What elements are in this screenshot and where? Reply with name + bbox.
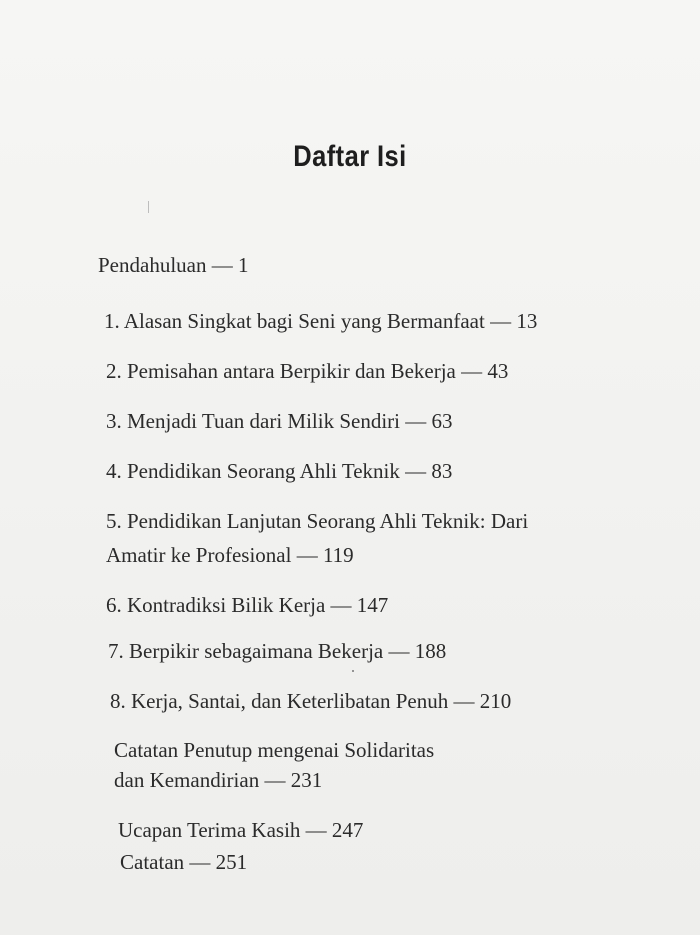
speck (352, 670, 354, 672)
toc-entry-text: 4. Pendidikan Seorang Ahli Teknik — 83 (106, 459, 453, 483)
toc-entry-catatan-penutup (114, 735, 434, 795)
toc-entry-chapter-1 (104, 306, 537, 336)
toc-entry-ucapan-terima-kasih (118, 815, 363, 845)
toc-entry-chapter-5 (106, 506, 528, 570)
toc-entry-text: Catatan — 251 (120, 850, 248, 874)
toc-entry-text-continued: dan Kemandirian — 231 (114, 768, 323, 792)
toc-entry-text: 5. Pendidikan Lanjutan Seorang Ahli Teknik: Dari (106, 509, 529, 533)
toc-entry-text: Pendahuluan — 1 (98, 253, 249, 277)
toc-entry-catatan (120, 847, 247, 877)
toc-entry-chapter-4 (106, 456, 452, 486)
toc-entry-chapter-8 (110, 686, 511, 716)
toc-entry-text: Catatan Penutup mengenai Solidaritas (114, 738, 435, 762)
toc-entry-text-continued: Amatir ke Profesional — 119 (106, 543, 354, 567)
print-mark (148, 201, 149, 213)
toc-entry-text: 6. Kontradiksi Bilik Kerja — 147 (106, 593, 389, 617)
toc-entry-text: 8. Kerja, Santai, dan Keterlibatan Penuh — 210 (110, 689, 512, 713)
toc-entry-chapter-2 (106, 356, 508, 386)
toc-entry-text: 3. Menjadi Tuan dari Milik Sendiri — 63 (106, 409, 453, 433)
toc-entry-chapter-3 (106, 406, 453, 436)
toc-entry-text: 1. Alasan Singkat bagi Seni yang Bermanfaat — 13 (104, 309, 538, 333)
toc-entry-text: 2. Pemisahan antara Berpikir dan Bekerja — 43 (106, 359, 509, 383)
toc-entry-text: Ucapan Terima Kasih — 247 (118, 818, 364, 842)
page-title: Daftar Isi (293, 140, 407, 173)
toc-entry-chapter-6 (106, 590, 388, 620)
toc-entry-text: 7. Berpikir sebagaimana Bekerja — 188 (108, 639, 447, 663)
toc-entry-chapter-7 (108, 636, 446, 666)
toc-entry-pendahuluan (98, 250, 248, 280)
